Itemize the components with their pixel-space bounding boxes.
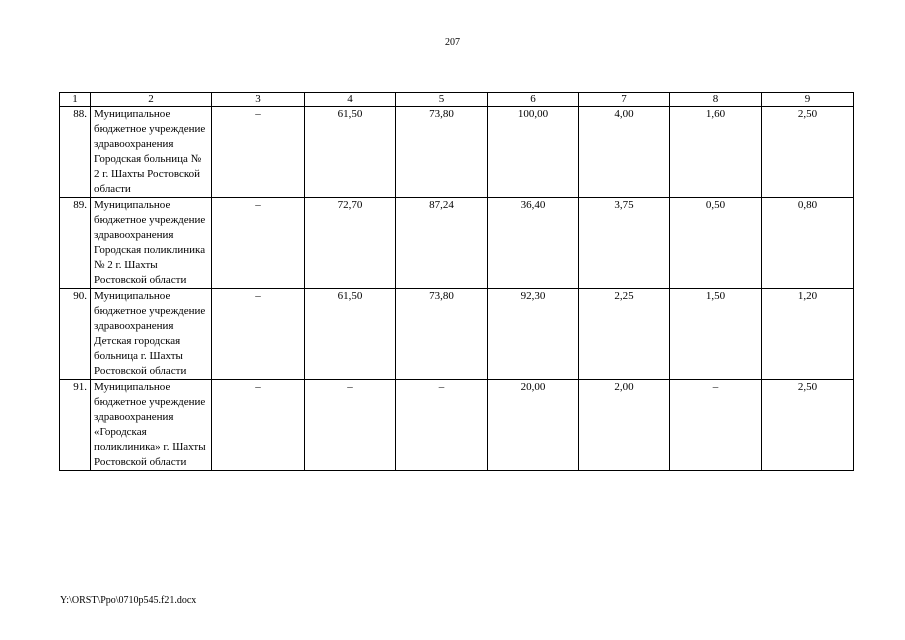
institution-name: Муниципальное бюджетное учреждение здравоохранения Городская больница № 2 г. Шахты Ростовской области [91, 107, 212, 198]
cell-value: 20,00 [488, 380, 579, 471]
cell-value: – [212, 289, 305, 380]
cell-value: 1,20 [762, 289, 854, 380]
column-header: 5 [396, 93, 488, 107]
institution-name: Муниципальное бюджетное учреждение здравоохранения Детская городская больница г. Шахты Ростовской области [91, 289, 212, 380]
cell-value: 2,25 [579, 289, 670, 380]
institution-name: Муниципальное бюджетное учреждение здравоохранения «Городская поликлиника» г. Шахты Ростовской области [91, 380, 212, 471]
row-number: 89. [60, 198, 91, 289]
column-header: 1 [60, 93, 91, 107]
table-row [60, 107, 854, 198]
cell-value: 100,00 [488, 107, 579, 198]
cell-value: 73,80 [396, 107, 488, 198]
table-row [60, 289, 854, 380]
column-header: 6 [488, 93, 579, 107]
cell-value: 2,00 [579, 380, 670, 471]
cell-value: – [670, 380, 762, 471]
cell-value: 0,80 [762, 198, 854, 289]
cell-value: – [212, 380, 305, 471]
cell-value: – [396, 380, 488, 471]
row-number: 91. [60, 380, 91, 471]
column-header: 8 [670, 93, 762, 107]
row-number: 88. [60, 107, 91, 198]
row-number: 90. [60, 289, 91, 380]
cell-value: 87,24 [396, 198, 488, 289]
cell-value: 61,50 [305, 107, 396, 198]
column-header: 2 [91, 93, 212, 107]
cell-value: 36,40 [488, 198, 579, 289]
cell-value: – [212, 198, 305, 289]
cell-value: 61,50 [305, 289, 396, 380]
table-row [60, 198, 854, 289]
cell-value: 1,50 [670, 289, 762, 380]
column-header: 9 [762, 93, 854, 107]
column-header: 7 [579, 93, 670, 107]
cell-value: 92,30 [488, 289, 579, 380]
cell-value: 1,60 [670, 107, 762, 198]
cell-value: – [305, 380, 396, 471]
cell-value: 3,75 [579, 198, 670, 289]
column-header: 3 [212, 93, 305, 107]
footer-file-path: Y:\ORST\Ppo\0710p545.f21.docx [60, 595, 197, 606]
cell-value: – [212, 107, 305, 198]
cell-value: 2,50 [762, 380, 854, 471]
table-row [60, 380, 854, 471]
cell-value: 72,70 [305, 198, 396, 289]
cell-value: 2,50 [762, 107, 854, 198]
column-header: 4 [305, 93, 396, 107]
cell-value: 0,50 [670, 198, 762, 289]
institution-name: Муниципальное бюджетное учреждение здравоохранения Городская поликлиника № 2 г. Шахты Ростовской области [91, 198, 212, 289]
cell-value: 4,00 [579, 107, 670, 198]
cell-value: 73,80 [396, 289, 488, 380]
table-header-row [60, 93, 854, 107]
data-table [59, 92, 854, 471]
page-number: 207 [445, 37, 460, 48]
